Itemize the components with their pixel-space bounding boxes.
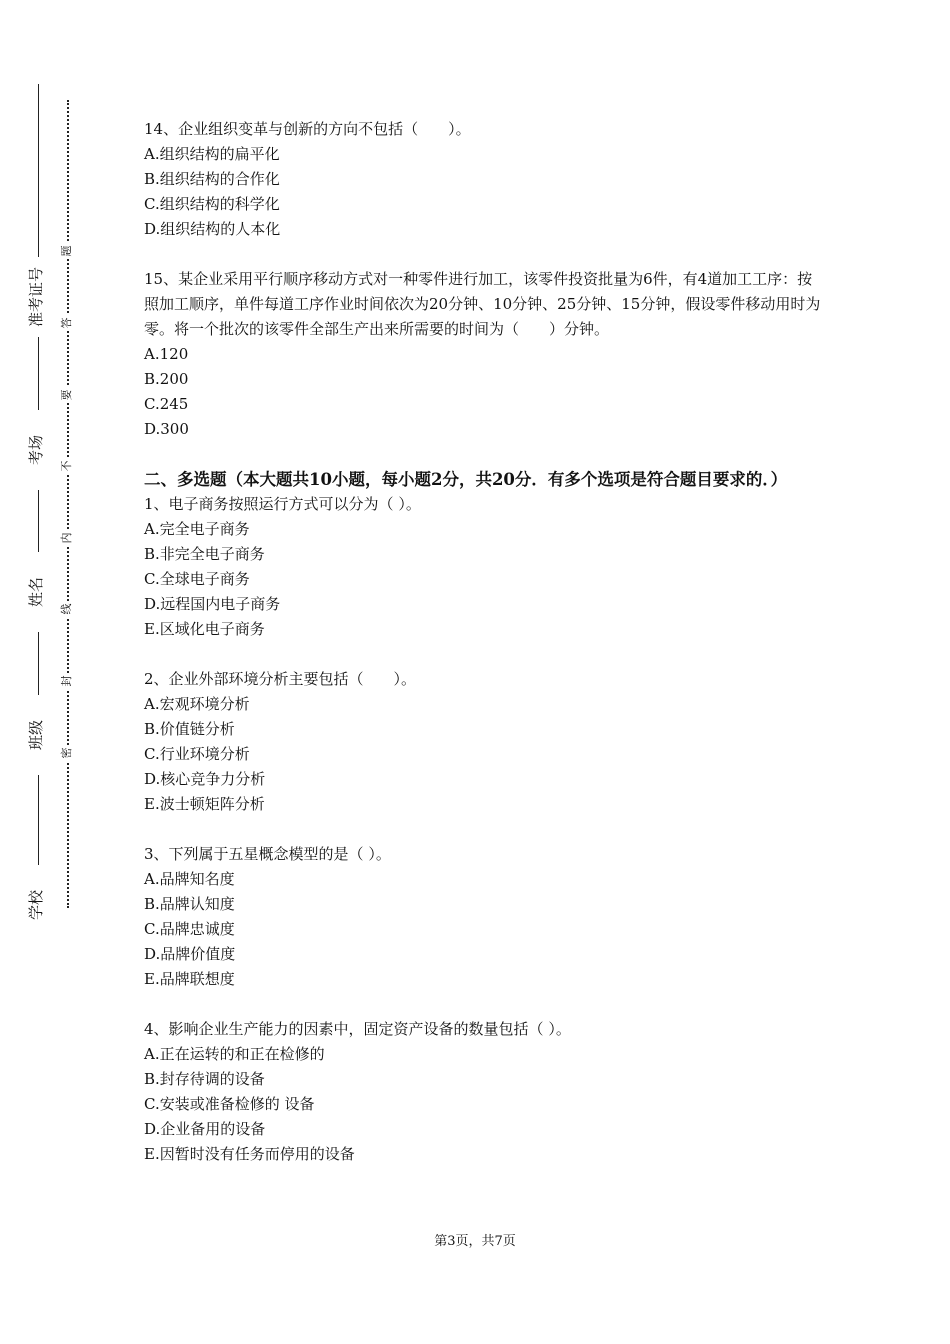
option-c: C.组织结构的科学化	[144, 195, 280, 213]
question-stem: 3、下列属于五星概念模型的是（ ）。	[144, 845, 391, 863]
option-b: B.非完全电子商务	[144, 545, 265, 563]
option-a: A.120	[144, 345, 189, 363]
multi-question-4	[144, 1017, 824, 1167]
binding-margin: 准考证号 考场 姓名 班级 学校 题 答 要 不 内 线 封 密	[0, 0, 60, 1344]
multi-question-2	[144, 667, 824, 817]
question-stem: 15、某企业采用平行顺序移动方式对一种零件进行加工，该零件投资批量为6件，有4道加工工序：按照加工顺序，单件每道工序作业时间依次为20分钟、10分钟、25分钟、15分钟，假设零件移动用时为零。将一个批次的该零件全部生产出来所需要的时间为（ ）分钟。	[144, 270, 821, 338]
question-15	[144, 267, 824, 442]
option-b: B.品牌认知度	[144, 895, 235, 913]
option-d: D.300	[144, 420, 189, 438]
question-stem: 4、影响企业生产能力的因素中，固定资产设备的数量包括（ ）。	[144, 1020, 571, 1038]
section-title-multiple-choice: 二、多选题（本大题共10小题，每小题2分，共20分．有多个选项是符合题目要求的．）	[144, 470, 788, 489]
question-stem: 14、企业组织变革与创新的方向不包括（ ）。	[144, 120, 471, 138]
option-e: E.波士顿矩阵分析	[144, 795, 265, 813]
option-c: C.行业环境分析	[144, 745, 250, 763]
multi-question-3	[144, 842, 824, 992]
option-a: A.宏观环境分析	[144, 695, 250, 713]
option-c: C.安装或准备检修的 设备	[144, 1095, 315, 1113]
multi-question-1	[144, 492, 824, 642]
option-b: B.组织结构的合作化	[144, 170, 280, 188]
option-e: E.因暂时没有任务而停用的设备	[144, 1145, 355, 1163]
option-c: C.品牌忠诚度	[144, 920, 235, 938]
option-a: A.组织结构的扁平化	[144, 145, 280, 163]
option-d: D.核心竞争力分析	[144, 770, 266, 788]
option-a: A.正在运转的和正在检修的	[144, 1045, 325, 1063]
option-a: A.品牌知名度	[144, 870, 235, 888]
option-d: D.企业备用的设备	[144, 1120, 266, 1138]
option-d: D.品牌价值度	[144, 945, 236, 963]
question-stem: 2、企业外部环境分析主要包括（ ）。	[144, 670, 417, 688]
option-b: B.200	[144, 370, 189, 388]
question-14	[144, 117, 824, 242]
option-a: A.完全电子商务	[144, 520, 250, 538]
option-b: B.价值链分析	[144, 720, 235, 738]
seal-dotted-line	[67, 100, 69, 908]
option-d: D.组织结构的人本化	[144, 220, 281, 238]
option-c: C.245	[144, 395, 189, 413]
question-stem: 1、电子商务按照运行方式可以分为（ ）。	[144, 495, 421, 513]
option-e: E.品牌联想度	[144, 970, 235, 988]
binding-solid-line	[38, 84, 39, 934]
option-e: E.区域化电子商务	[144, 620, 265, 638]
option-b: B.封存待调的设备	[144, 1070, 265, 1088]
page-footer: 第3页，共7页	[434, 1234, 516, 1249]
option-d: D.远程国内电子商务	[144, 595, 281, 613]
exam-content	[144, 117, 824, 1192]
option-c: C.全球电子商务	[144, 570, 250, 588]
